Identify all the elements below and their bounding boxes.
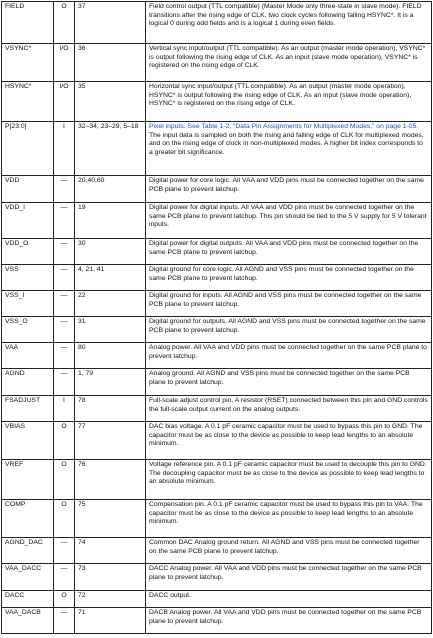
pin-io-type: — [54,291,75,317]
pin-name: VAA [2,343,54,369]
pin-io-type: I/O [54,82,75,122]
pin-description-table [1,1,432,634]
table-row [2,82,432,122]
pin-numbers: 30 [75,239,146,265]
pin-name: AGND [2,369,54,396]
pin-name: HSYNC* [2,82,54,122]
pin-numbers: 36 [75,44,146,82]
pin-description-text: DACB Analog power. All VAA and VDD pins must be connected together on the same PCB plane to prevent latchup. [149,609,422,625]
table-row [2,500,432,538]
pin-description-text: Vertical sync input/output (TTL compatible). As an output (master mode operation), VSYNC* is output following the rising edge of CLK. As an input (slave mode operation), VSYNC* is registered on the rising edge of CLK. [149,45,426,70]
pin-io-type: O [54,591,75,608]
pin-rows [2,2,432,634]
table-row [2,422,432,460]
table-row [2,44,432,82]
pin-io-type: — [54,608,75,634]
table-row [2,291,432,317]
pin-description [146,82,432,122]
table-row [2,608,432,634]
table-row [2,203,432,239]
pin-description [146,317,432,343]
pin-description-text: DACC Analog power. All VAA and VDD pins must be connected together on the same PCB plane to prevent latchup. [149,565,422,581]
table-reference-link[interactable]: Pixel inputs. See Table 1-2, “Data Pin Assignments for Multiplexed Modes,” on page 1-05. [149,123,419,130]
pin-numbers: 20,40,60 [75,176,146,203]
pin-numbers: 78 [75,396,146,422]
pin-name: VSYNC* [2,44,54,82]
table-row [2,564,432,591]
pin-io-type: — [54,203,75,239]
pin-numbers: 19 [75,203,146,239]
pin-name: AGND_DAC [2,538,54,564]
pin-numbers: 35 [75,82,146,122]
pin-io-type: — [54,239,75,265]
pin-description-text: Digital ground for inputs. All AGND and VSS pins must be connected together on the same PCB plane to prevent latchup. [149,292,422,308]
table-row [2,239,432,265]
pin-description-text: Common DAC Analog ground return. All AGND and VSS pins must be connected together on the same PCB plane to prevent latchup. [149,539,420,555]
pin-numbers: 80 [75,343,146,369]
pin-io-type: — [54,317,75,343]
pin-io-type: I/O [54,44,75,82]
pin-description [146,265,432,291]
pin-description-text: Digital power for digital inputs. All VAA and VDD pins must be connected together on the same PCB plane to prevent latchup. This pin should be tied to the 5 V supply for 5 V tolerant inputs. [149,204,427,229]
pin-name: VSS [2,265,54,291]
pin-description-text: Digital power for digital outputs. All VAA and VDD pins must be connected together on the same PCB plane to prevent latchup. [149,240,419,256]
pin-io-type: — [54,564,75,591]
table-row [2,460,432,500]
pin-description [146,44,432,82]
pin-description-text: DACC output. [149,592,191,599]
pin-numbers: 75 [75,500,146,538]
pin-name: VSS_O [2,317,54,343]
pin-name: VAA_DACC [2,564,54,591]
pin-description-text: Analog power. All VAA and VDD pins must be connected together on the same PCB plane to prevent latchup. [149,344,427,360]
pin-numbers: 77 [75,422,146,460]
pin-name: COMP [2,500,54,538]
pin-description [146,203,432,239]
pin-description-text: The input data is sampled on both the rising and falling edge of CLK for multiplexed modes, and on the rising edge of clock in non-multiplexed modes. A higher bit index corresponds to a greater bit significance. [149,131,424,156]
pin-name: VREF [2,460,54,500]
table-row [2,317,432,343]
pin-name: FIELD [2,2,54,44]
pin-description-text: DAC bias voltage. A 0.1 pF ceramic capacitor must be used to bypass this pin to GND. The capacitor must be as close to the device as possible to keep lead lengths to an absolute minimum. [149,423,423,448]
pin-io-type: — [54,538,75,564]
pin-io-type: I [54,122,75,176]
pin-io-type: — [54,369,75,396]
pin-io-type: I [54,396,75,422]
pin-description [146,538,432,564]
table-row [2,2,432,44]
pin-numbers: 32–34, 23–29, 5–18 [75,122,146,176]
pin-numbers: 4, 21, 41 [75,265,146,291]
pin-description [146,291,432,317]
pin-io-type: — [54,265,75,291]
table-row [2,122,432,176]
pin-name: VDD_O [2,239,54,265]
pin-numbers: 37 [75,2,146,44]
pin-description [146,422,432,460]
pin-description [146,564,432,591]
pin-description [146,591,432,608]
pin-description-text: Digital ground for core logic. All AGND and VSS pins must be connected together on the same PCB plane to prevent latchup. [149,266,414,282]
table-row [2,538,432,564]
pin-description [146,369,432,396]
pin-numbers: 74 [75,538,146,564]
pin-name: DACC [2,591,54,608]
pin-description [146,122,432,176]
pin-numbers: 22 [75,291,146,317]
pin-name: VBIAS [2,422,54,460]
table-row [2,591,432,608]
pin-name: VSS_I [2,291,54,317]
pin-description [146,608,432,634]
pin-description [146,343,432,369]
pin-name: VDD [2,176,54,203]
pin-name: VDD_I [2,203,54,239]
pin-description-text: Digital power for core logic. All VAA and VDD pins must be connected together on the same PCB plane to prevent latchup. [149,177,424,193]
pin-description-text: Field control output (TTL compatible) (Master Mode only three-state in slave mode). FIELD transitions after the rising edge of CLK, two clock cycles following falling HSYNC*. It is a logical 0 during odd fields and is a logical 1 during even fields. [149,3,422,28]
pin-name: P[23:0] [2,122,54,176]
table-row [2,369,432,396]
table-row [2,265,432,291]
pin-io-type: O [54,2,75,44]
pin-description [146,396,432,422]
pin-io-type: — [54,176,75,203]
pin-name: FSADJUST [2,396,54,422]
pin-numbers: 73 [75,564,146,591]
pin-io-type: O [54,500,75,538]
pin-description [146,239,432,265]
table-row [2,343,432,369]
pin-description [146,176,432,203]
pin-io-type: — [54,343,75,369]
pin-io-type: O [54,422,75,460]
pin-description [146,500,432,538]
pin-description-text: Analog ground. All AGND and VSS pins must be connected together on the same PCB plane to prevent latchup. [149,370,410,386]
pin-description-text: Voltage reference pin. A 0.1 pF ceramic capacitor must be used to decouple this pin to GND. The decoupling capacitor must be as close to the device as possible to keep lead lengths to an absolute minimum. [149,461,427,486]
pin-description-text: Compensation pin. A 0.1 pF ceramic capacitor must be used to bypass this pin to VAA. The capacitor must be as close to the device as possible to keep lead lengths to an absolute minimum. [149,501,423,526]
pin-description-text: Digital ground for outputs. All AGND and VSS pins must be connected together on the same PCB plane to prevent latchup. [149,318,426,334]
pin-numbers: 71 [75,608,146,634]
pin-description [146,2,432,44]
table-row [2,396,432,422]
pin-description [146,460,432,500]
pin-numbers: 1, 79 [75,369,146,396]
table-row [2,176,432,203]
pin-description-text: Horizontal sync input/output (TTL compatible). As an output (master mode operation), HSYNC* is output following the rising edge of CLK. As an input (slave mode operation), HSYNC* is registered on the rising edge of CLK. [149,83,412,108]
pin-io-type: O [54,460,75,500]
pin-name: VAA_DACB [2,608,54,634]
pin-numbers: 31 [75,317,146,343]
pin-numbers: 76 [75,460,146,500]
pin-description-text: Full-scale adjust control pin. A resistor (RSET) connected between this pin and GND controls the full-scale output current on the analog outputs. [149,397,428,413]
pin-numbers: 72 [75,591,146,608]
